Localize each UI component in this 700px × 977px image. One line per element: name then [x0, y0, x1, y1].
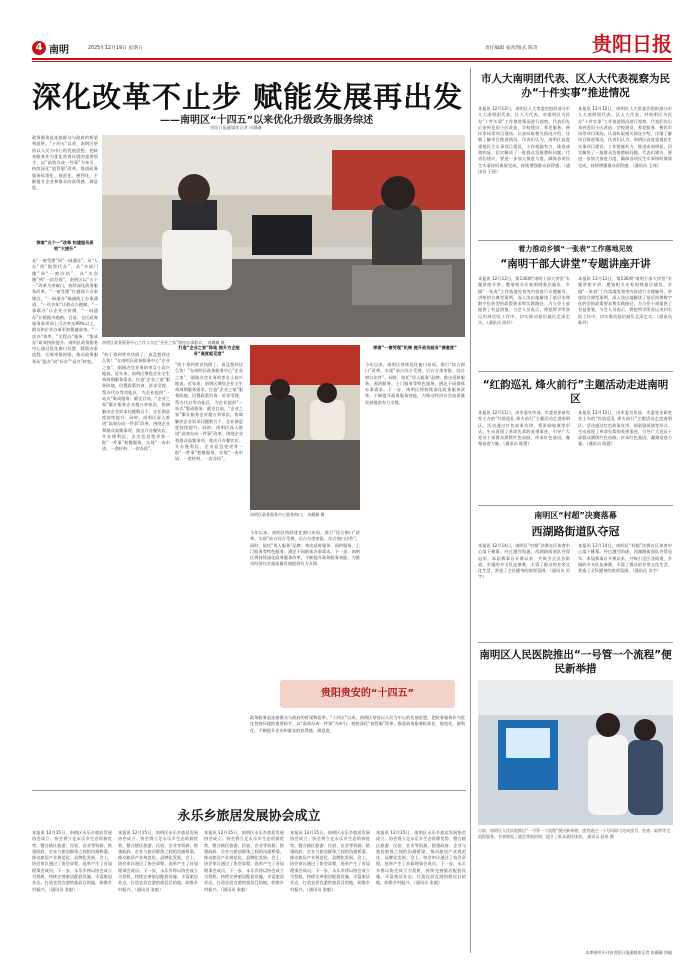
page-footer: 本期南明专刊由贵阳日报融媒体记者 冉珊珊 协编 [585, 950, 672, 955]
counter-scene-image [250, 345, 360, 510]
right-lower-body-col2: 本报讯 12月11日，由市委宣传部、市委党史研究室主办的“红韵巡礼 烽火前行”主题活动走进南明区。活动通过红色故事宣讲、情景剧展演等形式，生动再现了革命先辈的英勇事迹，引导广大党员干部群众赓续红色血脉，传承红色基因，凝聚奋进力量。（通讯员 陈慧） [578, 410, 672, 447]
section3-heading: 探索“一窗受理”机制 提升政务服务“满意度” [373, 345, 457, 350]
right-top-body: 本报讯 12月12日，南明区人大常委会组织部分市人大南明团代表、区人大代表，对南明区为民办“十件实事”工作推进情况进行视察。代表们先后来到老旧小区改造、学校建设、养老服务、便民市场等项目现场，认真听取相关情况介绍，详细了解项目推进情况。代表们认为，南明区高度重视民生实事项目建设，工作措施有力，推进成效明显，切实解决了一批群众急难愁盼问题。代表们建议，要进一步加大推进力度，确保各项民生实事按时保质完成，持续增强群众获得感。（通讯员 王瑶） [478, 106, 570, 174]
section1-body: 从“一窗受理”到“一网通办”，从“人办”到“数智代办”，从“多部门跑”到“一窗办结”，从“多次跑”到“一次办成”，南明区以“五个一”改革为突破口，持续深化政务服务改革。“一窗受理”打通线下办事堵点，“一网通办”畅通线上办事通道，“一次告知”让群众少跑腿，“一事联办”让企业少折腾，“一码通办”让数据多跑路。目前，全区政务服务事项网上可办率达99%以上，群众和企业办事更加便捷高效。“一次办”效率，“全程办”服务，“集成办”质效持续提升。南明区政务服务中心通过优化窗口设置、精简办事流程、压缩审批时限，推动政务服务从“能办”向“好办”“易办”转变。 [32, 258, 98, 364]
bottom-body-3: 本报讯 12月15日，南明区永乐乡旅居发展协会成立。协会将立足永乐乡生态资源优势，整合辖区旅游、民宿、农业等资源，搭建政府、企业与旅居群体之间的沟通桥梁，推动旅居产业规范化、品牌化发展。会上，协会审议通过了协会章程，选举产生了首届理事会成员。下一步，永乐乡将以协会成立为契机，持续完善旅居配套设施，丰富旅居业态，打造宜居宜游的旅居目的地，助推乡村振兴。（通讯员 张毅） [204, 830, 284, 892]
office-scene-image [102, 135, 465, 337]
header-rule-thin [32, 61, 672, 62]
bottom-rule [32, 790, 466, 791]
lead-subtitle: ——南明区“十四五”以来优化升级政务服务综述 [160, 115, 374, 126]
right-bottom-title: 南明区人民医院推出“一号管一个流程”便民新举措 [479, 649, 672, 675]
lead-intro: 政务服务是连接群众与政府的桥梁和纽带。“十四五”以来，南明区坚持以人民为中心的发展思想，把政务服务作为优化营商环境的重要抓手，以“高效办成一件事”为牵引，持续深化“放管服”改革，推进政务服务标准化、规范化、便利化，不断提升企业和群众的获得感、满意度。 [32, 135, 98, 191]
right-mid-body-col2: 本报讯 12月12日，第136期“南明干部大讲堂”专题讲座开讲。邀请相关专家围绕基层减负、乡镇“一张表”工作落地见效等内容进行专题辅导。讲座结合典型案例，深入浅出地解读了基层治理数字化转型的政策要求和实践路径，为与会干部提供了有益借鉴。与会人员表示，将把所学所获运用到实际工作中，切实推动基层减负走深走实。（通讯员 陈玲） [578, 276, 672, 326]
section1-body-col2 [102, 352, 170, 777]
section-name: 南明 [49, 45, 69, 56]
header-rule [32, 58, 672, 60]
fifteen-five-badge: 贵阳贵安的“十四五” [280, 680, 455, 708]
section2-body-a: “终于拿到营业执照了，真没想到这么快！”在南明区政务服务中心“企业之家”，刚刚办完业务的李女士高兴地说。近年来，南明区聚焦企业全生命周期服务需求，打造“企业之家”服务阵地，设置政策咨询、诉求受理、帮办代办等功能区，为企业提供“一站式”集成服务。截至目前，“企业之家”累计服务企业超万余家次，协调解决企业诉求问题数百个，企业满意度持续提升。同时，南明区深入推进“高效办成一件事”改革，围绕企业和群众高频事项，推出开办餐饮店、开办便利店、企业信息变更等一批“一件事”套餐服务，实现“一表申请、一套材料、一次办结”。 [102, 352, 170, 452]
right-chess-title: 西湖路街道队夺冠 [531, 525, 620, 538]
hospital-scene-image [478, 680, 673, 825]
lead-byline: 贵阳日报融媒体记者 冉珊珊 [210, 125, 262, 130]
service-photo [250, 345, 360, 510]
hospital-photo [478, 680, 673, 825]
bottom-body-4: 本报讯 12月15日，南明区永乐乡旅居发展协会成立。协会将立足永乐乡生态资源优势，整合辖区旅游、民宿、农业等资源，搭建政府、企业与旅居群体之间的沟通桥梁，推动旅居产业规范化、品牌化发展。会上，协会审议通过了协会章程，选举产生了首届理事会成员。下一步，永乐乡将以协会成立为契机，持续完善旅居配套设施，丰富旅居业态，打造宜居宜游的旅居目的地，助推乡村振兴。（通讯员 张毅） [290, 830, 370, 892]
right-mid-head: 着力推动乡镇“一张表”工作落地见效 [518, 245, 633, 253]
right-rule-1 [478, 240, 673, 241]
right-chess-body-col2: 本报讯 12月14日，南明区“村超”决赛在区体育中心落下帷幕。经过激烈角逐，西湖路街道队夺得冠军。本届赛事自开赛以来，共吸引全区各街道、乡镇的多支队伍参赛，丰富了群众的业余文化生活，营造了全民健身的浓厚氛围。（通讯员 吴宇） [578, 543, 672, 574]
bottom-body-2: 本报讯 12月15日，南明区永乐乡旅居发展协会成立。协会将立足永乐乡生态资源优势，整合辖区旅游、民宿、农业等资源，搭建政府、企业与旅居群体之间的沟通桥梁，推动旅居产业规范化、品牌化发展。会上，协会审议通过了协会章程，选举产生了首届理事会成员。下一步，永乐乡将以协会成立为契机，持续完善旅居配套设施，丰富旅居业态，打造宜居宜游的旅居目的地，助推乡村振兴。（通讯员 张毅） [118, 830, 198, 892]
newspaper-logo: 贵阳日报 [592, 32, 672, 56]
right-rule-2 [478, 371, 673, 372]
column-divider [470, 68, 471, 953]
lead-photo-caption: 南明区政务服务中心工作人员在“企业之家”接待办事群众。 冉珊珊 摄 [102, 340, 225, 345]
section2-body: “终于拿到营业执照了，真没想到这么快！”在南明区政务服务中心“企业之家”，刚刚办完业务的李女士高兴地说。近年来，南明区聚焦企业全生命周期服务需求，打造“企业之家”服务阵地，设置政策咨询、诉求受理、帮办代办等功能区，为企业提供“一站式”集成服务。截至目前，“企业之家”累计服务企业超万余家次，协调解决企业诉求问题数百个，企业满意度持续提升。同时，南明区深入推进“高效办成一件事”改革，围绕企业和群众高频事项，推出开办餐饮店、开办便利店、企业信息变更等一批“一件事”套餐服务，实现“一表申请、一套材料、一次办结”。 [175, 362, 243, 462]
lead-photo [102, 135, 465, 337]
lead-title: 深化改革不止步 赋能发展再出发 [32, 80, 464, 114]
hospital-caption: 日前，南明区人民医院推出“一号管一个流程”便民新举措，患者通过一个号码即可完成挂号、检查、取药等全流程服务，有效缩短了就医等候时间，提升了群众就医体验。 通讯员 赵冰 摄 [478, 828, 671, 839]
section3-body-a: 今年以来，南明区持续优化窗口布局，推行“综合窗口”改革，实现“前台综合受理、后台分类审批、综合窗口出件”。同时，依托“贵人服务”品牌，推出延时服务、预约服务、上门服务等特色服务，满足不同群体办事需求。下一步，南明区将持续深化政务服务改革，不断提升政务服务效能，为推动经济社会高质量发展提供有力支撑。 [250, 530, 360, 567]
section2-heading: 打造“企业之家”阵地 提升为企服务“高度能见度” [178, 345, 240, 357]
right-chess-head: 南明区“村超”决赛落幕 [534, 511, 617, 520]
lead-tail: 政务服务是连接群众与政府的桥梁和纽带。“十四五”以来，南明区坚持以人民为中心的发展思想，把政务服务作为优化营商环境的重要抓手，以“高效办成一件事”为牵引，持续深化“放管服”改革，推进政务服务标准化、规范化、便利化，不断提升企业和群众的获得感、满意度。 [250, 715, 465, 733]
service-photo-caption: 南明区政务服务中心服务窗口。 冉珊珊 摄 [250, 512, 325, 517]
right-lower-title: “红韵巡礼 烽火前行”主题活动走进南明区 [482, 379, 669, 405]
right-top-title: 市人大南明团代表、区人大代表视察为民办“十件实事”推进情况 [481, 73, 670, 99]
right-mid-body: 本报讯 12月12日，第136期“南明干部大讲堂”专题讲座开讲。邀请相关专家围绕基层减负、乡镇“一张表”工作落地见效等内容进行专题辅导。讲座结合典型案例，深入浅出地解读了基层治理数字化转型的政策要求和实践路径，为与会干部提供了有益借鉴。与会人员表示，将把所学所获运用到实际工作中，切实推动基层减负走深走实。（通讯员 陈玲） [478, 276, 570, 326]
bottom-body-5: 本报讯 12月15日，南明区永乐乡旅居发展协会成立。协会将立足永乐乡生态资源优势，整合辖区旅游、民宿、农业等资源，搭建政府、企业与旅居群体之间的沟通桥梁，推动旅居产业规范化、品牌化发展。会上，协会审议通过了协会章程，选举产生了首届理事会成员。下一步，永乐乡将以协会成立为契机，持续完善旅居配套设施，丰富旅居业态，打造宜居宜游的旅居目的地，助推乡村振兴。（通讯员 张毅） [376, 830, 466, 886]
right-lower-body: 本报讯 12月11日，由市委宣传部、市委党史研究室主办的“红韵巡礼 烽火前行”主题活动走进南明区。活动通过红色故事宣讲、情景剧展演等形式，生动再现了革命先辈的英勇事迹，引导广大党员干部群众赓续红色血脉，传承红色基因，凝聚奋进力量。（通讯员 陈慧） [478, 410, 570, 447]
section3-body: 今年以来，南明区持续优化窗口布局，推行“综合窗口”改革，实现“前台综合受理、后台分类审批、综合窗口出件”。同时，依托“贵人服务”品牌，推出延时服务、预约服务、上门服务等特色服务，满足不同群体办事需求。下一步，南明区将持续深化政务服务改革，不断提升政务服务效能，为推动经济社会高质量发展提供有力支撑。 [365, 362, 465, 405]
editors-line: 责任编辑 张青/版式 陈奇 [485, 46, 538, 51]
page-number: 4 [32, 41, 46, 55]
bottom-body-1: 本报讯 12月15日，南明区永乐乡旅居发展协会成立。协会将立足永乐乡生态资源优势，整合辖区旅游、民宿、农业等资源，搭建政府、企业与旅居群体之间的沟通桥梁，推动旅居产业规范化、品牌化发展。会上，协会审议通过了协会章程，选举产生了首届理事会成员。下一步，永乐乡将以协会成立为契机，持续完善旅居配套设施，丰富旅居业态，打造宜居宜游的旅居目的地，助推乡村振兴。（通讯员 张毅） [32, 830, 112, 892]
section1-heading: 探索“五个一”改革 构建服务质效“大提升” [36, 240, 94, 252]
right-chess-body: 本报讯 12月14日，南明区“村超”决赛在区体育中心落下帷幕。经过激烈角逐，西湖路街道队夺得冠军。本届赛事自开赛以来，共吸引全区各街道、乡镇的多支队伍参赛，丰富了群众的业余文化生活，营造了全民健身的浓厚氛围。（通讯员 吴宇） [478, 543, 570, 580]
right-top-body-col2: 本报讯 12月12日，南明区人大常委会组织部分市人大南明团代表、区人大代表，对南明区为民办“十件实事”工作推进情况进行视察。代表们先后来到老旧小区改造、学校建设、养老服务、便民市场等项目现场，认真听取相关情况介绍，详细了解项目推进情况。代表们认为，南明区高度重视民生实事项目建设，工作措施有力，推进成效明显，切实解决了一批群众急难愁盼问题。代表们建议，要进一步加大推进力度，确保各项民生实事按时保质完成，持续增强群众获得感。（通讯员 王瑶） [578, 106, 672, 168]
right-rule-4 [478, 642, 673, 643]
issue-date: 2025年12月19日 星期五 [88, 46, 143, 51]
right-mid-title: “南明干部大讲堂”专题讲座开讲 [500, 258, 651, 270]
bottom-title: 永乐乡旅居发展协会成立 [177, 809, 321, 824]
right-rule-3 [478, 505, 673, 506]
